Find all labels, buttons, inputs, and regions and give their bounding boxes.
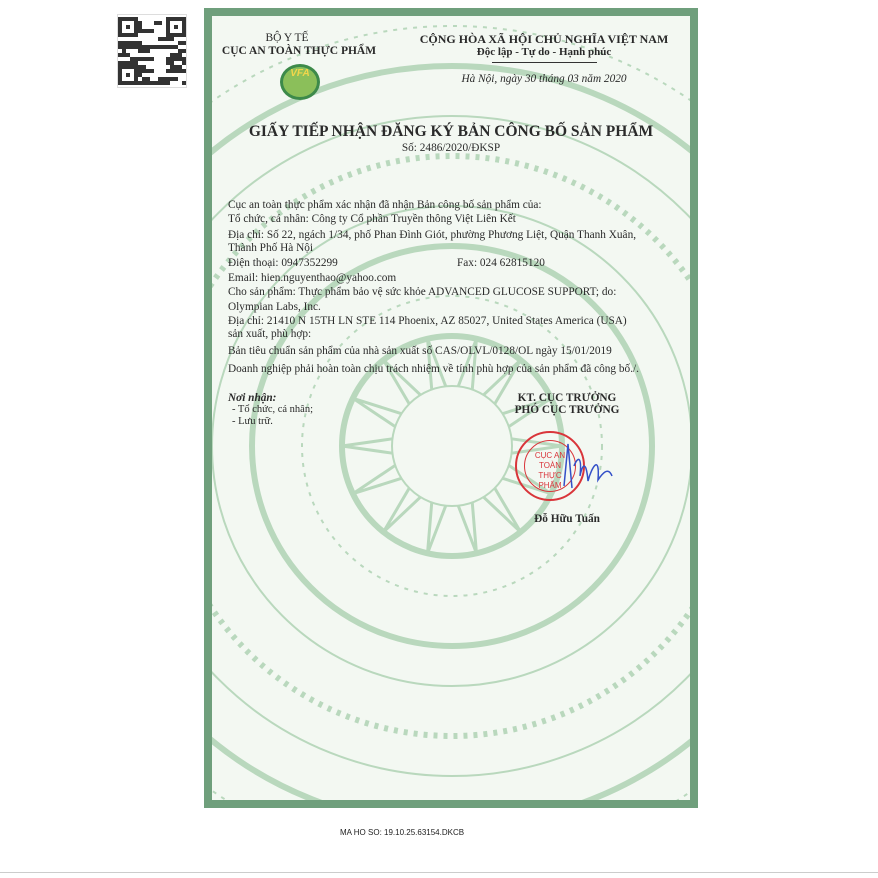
qr-module <box>174 33 178 37</box>
qr-module <box>130 33 134 37</box>
qr-module <box>122 65 126 69</box>
qr-module <box>166 29 170 33</box>
qr-module <box>138 21 142 25</box>
qr-module <box>118 41 122 45</box>
qr-module <box>178 41 182 45</box>
qr-module <box>182 57 186 61</box>
qr-module <box>182 17 186 21</box>
qr-module <box>142 69 146 73</box>
qr-module <box>174 69 178 73</box>
qr-module <box>146 57 150 61</box>
qr-module <box>166 33 170 37</box>
qr-module <box>170 57 174 61</box>
qr-module <box>126 81 130 85</box>
qr-module <box>166 37 170 41</box>
qr-module <box>118 21 122 25</box>
signer-name: Đỗ Hữu Tuấn <box>534 513 600 525</box>
qr-module <box>166 45 170 49</box>
qr-module <box>178 17 182 21</box>
stamp-text: CỤC AN TOÀN THỰC PHẨM <box>534 451 566 490</box>
qr-module <box>174 45 178 49</box>
qr-module <box>166 21 170 25</box>
qr-module <box>130 61 134 65</box>
qr-module <box>134 57 138 61</box>
qr-module <box>166 25 170 29</box>
qr-module <box>154 45 158 49</box>
qr-module <box>130 81 134 85</box>
qr-module <box>166 69 170 73</box>
body-line: Olympian Labs, Inc. <box>228 301 321 313</box>
qr-module <box>130 41 134 45</box>
body-line: sản xuất, phù hợp: <box>228 328 312 340</box>
qr-module <box>166 61 170 65</box>
qr-module <box>126 17 130 21</box>
qr-module <box>134 17 138 21</box>
body-line: Cho sản phẩm: Thực phẩm bảo vệ sức khỏe ADVANCED GLUCOSE SUPPORT; do: <box>228 286 617 298</box>
qr-module <box>146 69 150 73</box>
qr-module <box>122 49 126 53</box>
qr-module <box>170 33 174 37</box>
qr-module <box>138 65 142 69</box>
qr-module <box>166 57 170 61</box>
qr-module <box>134 77 138 81</box>
qr-module <box>122 61 126 65</box>
qr-module <box>118 53 122 57</box>
qr-module <box>182 25 186 29</box>
qr-module <box>126 41 130 45</box>
qr-module <box>122 41 126 45</box>
qr-module <box>118 81 122 85</box>
pattern-ray <box>353 398 402 426</box>
qr-module <box>182 61 186 65</box>
qr-module <box>118 45 122 49</box>
qr-module <box>182 21 186 25</box>
signer-title: KT. CỤC TRƯỞNG <box>517 392 617 404</box>
qr-module <box>122 17 126 21</box>
qr-module <box>150 81 154 85</box>
file-code: MA HO SO: 19.10.25.63154.DKCB <box>340 828 465 837</box>
vfa-logo: VFA <box>280 64 320 100</box>
qr-module <box>182 69 186 73</box>
qr-module <box>126 25 130 29</box>
qr-module <box>154 81 158 85</box>
fax: Fax: 024 62815120 <box>457 257 545 269</box>
qr-module <box>122 33 126 37</box>
qr-module <box>134 41 138 45</box>
qr-module <box>138 57 142 61</box>
certificate-frame <box>204 8 698 808</box>
qr-module <box>142 65 146 69</box>
qr-module <box>182 41 186 45</box>
qr-module <box>174 77 178 81</box>
pattern-ray <box>428 502 446 553</box>
qr-module <box>118 61 122 65</box>
body-line: Bản tiêu chuẩn sản phẩm của nhà sản xuất số CAS/OLVL/0128/OL ngày 15/01/2019 <box>228 345 612 357</box>
qr-module <box>174 17 178 21</box>
qr-module <box>166 17 170 21</box>
qr-module <box>134 73 138 77</box>
pattern-ray <box>484 488 521 532</box>
qr-module <box>170 37 174 41</box>
document-title: GIẤY TIẾP NHẬN ĐĂNG KÝ BẢN CÔNG BỐ SẢN PHẨM <box>248 123 654 140</box>
qr-module <box>162 77 166 81</box>
handwritten-signature <box>552 436 632 496</box>
body-line: Doanh nghiệp phải hoàn toàn chịu trách nhiệm về tính phù hợp của sản phẩm đã công bố./. <box>228 363 639 375</box>
qr-module <box>146 77 150 81</box>
pattern-ring <box>392 386 512 506</box>
qr-module <box>126 61 130 65</box>
qr-module <box>130 57 134 61</box>
body-line: Cục an toàn thực phẩm xác nhận đã nhận Bản công bố sản phẩm của: <box>228 199 542 211</box>
qr-module <box>182 81 186 85</box>
certificate-paper <box>212 16 690 800</box>
qr-module <box>118 73 122 77</box>
qr-module <box>126 33 130 37</box>
qr-module <box>138 41 142 45</box>
qr-module <box>130 65 134 69</box>
document-number: Số: 2486/2020/ĐKSP <box>401 142 501 154</box>
recipient-item: - Lưu trữ. <box>232 416 273 427</box>
qr-module <box>138 69 142 73</box>
motto: Độc lập - Tự do - Hạnh phúc <box>476 46 612 58</box>
qr-module <box>150 29 154 33</box>
qr-module <box>162 37 166 41</box>
qr-module <box>122 53 126 57</box>
qr-module <box>134 65 138 69</box>
qr-module <box>182 33 186 37</box>
qr-module <box>142 57 146 61</box>
pattern-ray <box>342 439 392 453</box>
qr-module <box>182 29 186 33</box>
qr-module <box>142 49 146 53</box>
qr-module <box>166 81 170 85</box>
qr-module <box>170 77 174 81</box>
qr-module <box>146 45 150 49</box>
qr-module <box>138 25 142 29</box>
qr-module <box>166 77 170 81</box>
recipient-item: - Tổ chức, cá nhân; <box>232 404 314 415</box>
qr-module <box>146 29 150 33</box>
qr-module <box>146 49 150 53</box>
qr-module <box>134 81 138 85</box>
qr-module <box>118 25 122 29</box>
qr-module <box>142 81 146 85</box>
body-line: Địa chỉ: 21410 N 15TH LN STE 114 Phoenix, AZ 85027, United States America (USA) <box>228 315 627 327</box>
qr-module <box>158 37 162 41</box>
qr-module <box>138 73 142 77</box>
qr-module <box>178 49 182 53</box>
qr-module <box>174 25 178 29</box>
agency-name: CỤC AN TOÀN THỰC PHẨM <box>221 45 377 57</box>
qr-module <box>170 61 174 65</box>
qr-module <box>138 29 142 33</box>
recipients-heading: Nơi nhận: <box>228 392 277 404</box>
qr-module <box>126 65 130 69</box>
qr-module <box>130 17 134 21</box>
qr-module <box>150 57 154 61</box>
qr-module <box>158 81 162 85</box>
qr-module <box>174 57 178 61</box>
body-line: Thành Phố Hà Nội <box>228 242 314 254</box>
qr-module <box>170 53 174 57</box>
qr-module <box>138 45 142 49</box>
qr-module <box>158 45 162 49</box>
qr-module <box>146 81 150 85</box>
qr-module <box>134 33 138 37</box>
place-date: Hà Nội, ngày 30 tháng 03 năm 2020 <box>461 73 627 85</box>
qr-module <box>158 77 162 81</box>
qr-module <box>126 53 130 57</box>
qr-module <box>134 69 138 73</box>
qr-module <box>126 73 130 77</box>
pattern-ring <box>212 66 690 800</box>
body-line: Tổ chức, cá nhân: Công ty Cổ phần Truyền thông Việt Liên Kết <box>228 213 516 225</box>
qr-module <box>178 33 182 37</box>
qr-module <box>174 53 178 57</box>
phone: Điện thoại: 0947352299 <box>228 257 338 269</box>
qr-module <box>170 69 174 73</box>
pattern-ray <box>383 488 420 532</box>
qr-module <box>134 61 138 65</box>
divider <box>0 872 878 873</box>
qr-module <box>162 45 166 49</box>
qr-module <box>138 49 142 53</box>
pattern-ray <box>458 502 476 553</box>
motto-underline <box>492 62 597 63</box>
qr-module <box>162 81 166 85</box>
qr-module <box>142 77 146 81</box>
qr-module <box>134 21 138 25</box>
qr-module <box>150 69 154 73</box>
qr-module <box>138 81 142 85</box>
qr-module <box>118 69 122 73</box>
nation-title: CỘNG HÒA XÃ HỘI CHỦ NGHĨA VIỆT NAM <box>419 32 669 46</box>
qr-module <box>122 81 126 85</box>
qr-module <box>118 77 122 81</box>
qr-module <box>122 45 126 49</box>
qr-module <box>178 57 182 61</box>
qr-module <box>170 45 174 49</box>
qr-code <box>117 14 187 88</box>
qr-module <box>178 69 182 73</box>
qr-module <box>118 29 122 33</box>
qr-module <box>154 21 158 25</box>
qr-module <box>142 29 146 33</box>
qr-module <box>178 53 182 57</box>
qr-module <box>150 45 154 49</box>
qr-module <box>178 65 182 69</box>
body-line: Địa chỉ: Số 22, ngách 1/34, phố Phan Đình Giót, phường Phương Liệt, Quận Thanh Xuân, <box>228 229 637 241</box>
qr-module <box>126 45 130 49</box>
email: Email: hien.nguyenthao@yahoo.com <box>228 272 397 284</box>
pattern-ray <box>353 465 402 493</box>
qr-module <box>134 29 138 33</box>
qr-module <box>118 33 122 37</box>
signer-position: PHÓ CỤC TRƯỞNG <box>514 404 620 416</box>
qr-module <box>130 45 134 49</box>
qr-module <box>170 17 174 21</box>
qr-module <box>158 21 162 25</box>
qr-module <box>182 49 186 53</box>
qr-module <box>174 65 178 69</box>
qr-module <box>142 45 146 49</box>
ministry-name: BỘ Y TẾ <box>265 32 309 44</box>
qr-module <box>170 65 174 69</box>
qr-module <box>134 45 138 49</box>
qr-module <box>118 17 122 21</box>
qr-module <box>134 25 138 29</box>
qr-module <box>118 65 122 69</box>
